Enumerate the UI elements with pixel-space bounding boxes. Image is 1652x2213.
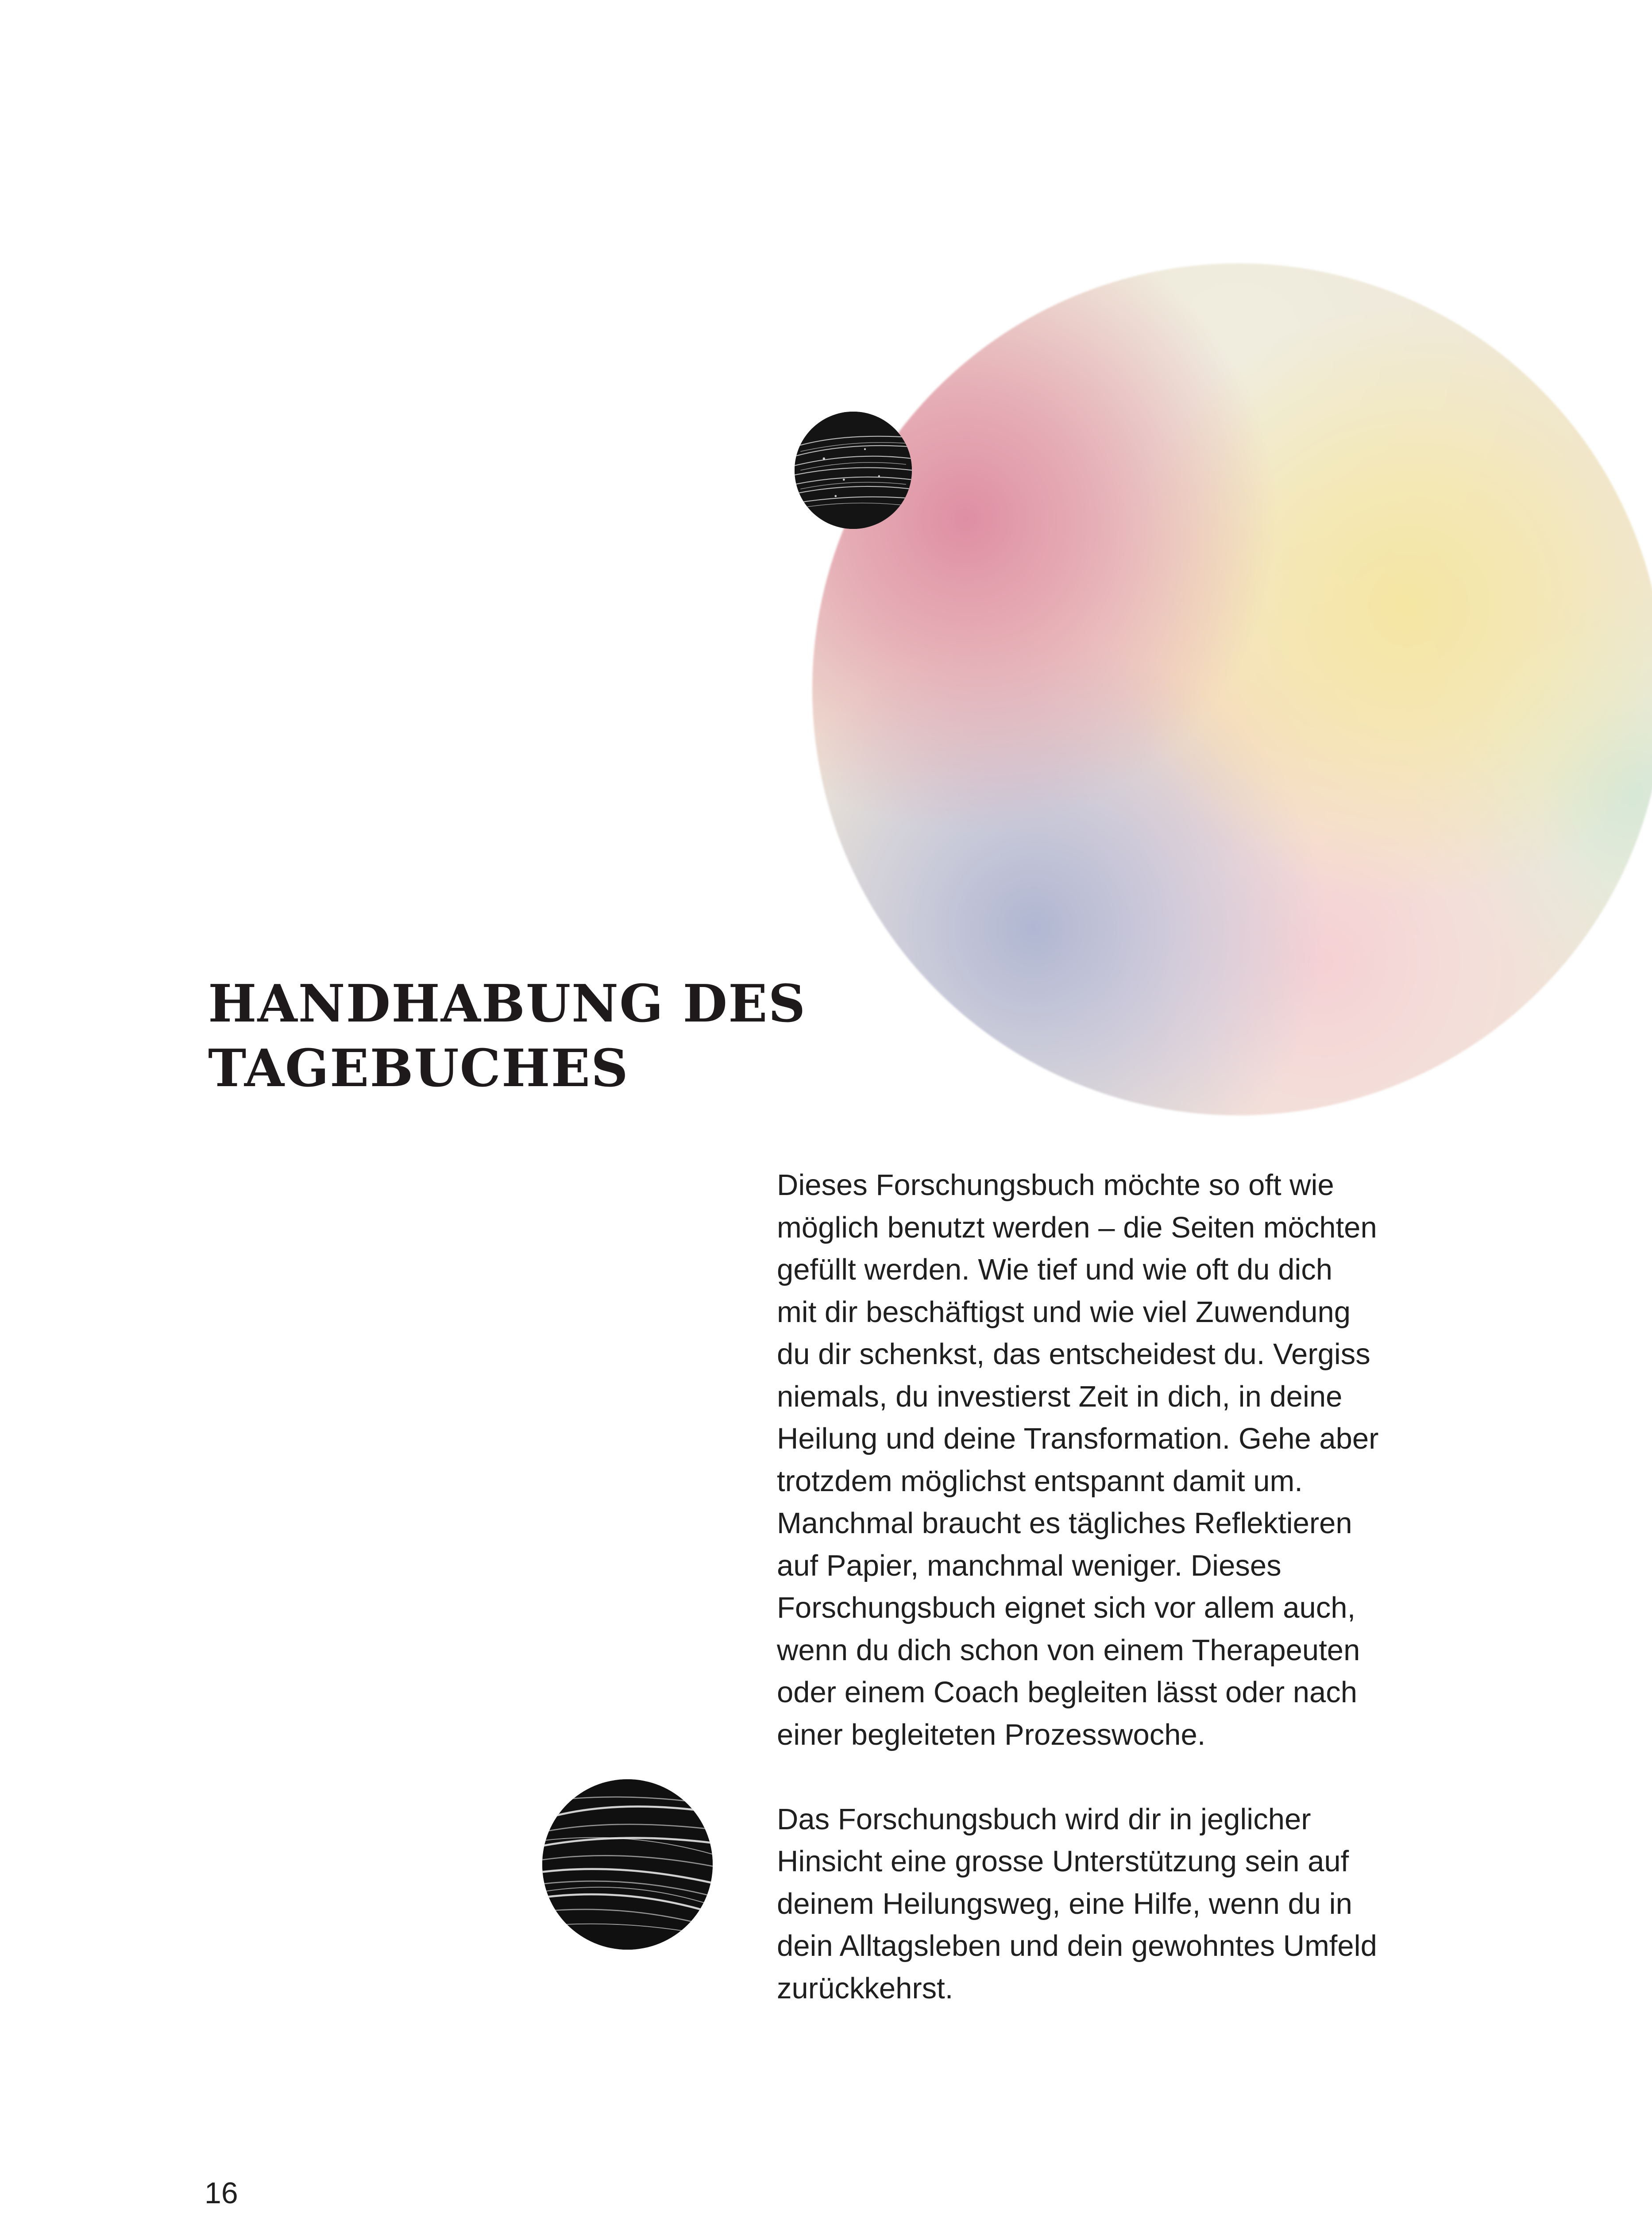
text-line: möglich benutzt werden – die Seiten möchten <box>777 1211 1377 1244</box>
text-line: Heilung und deine Transformation. Gehe aber <box>777 1422 1379 1455</box>
text-line: Manchmal braucht es tägliches Reflektieren <box>777 1507 1352 1540</box>
page-number: 16 <box>205 2176 238 2210</box>
text-line: einer begleiteten Prozesswoche. <box>777 1718 1206 1751</box>
text-line: trotzdem möglichst entspannt damit um. <box>777 1464 1303 1498</box>
page-heading <box>208 972 828 1101</box>
text-line: deinem Heilungsweg, eine Hilfe, wenn du in <box>777 1887 1352 1920</box>
text-line: auf Papier, manchmal weniger. Dieses <box>777 1549 1281 1582</box>
light-streaks-texture <box>795 412 912 529</box>
paragraph-spacer <box>777 1756 1467 1798</box>
text-line: Forschungsbuch eignet sich vor allem auch, <box>777 1591 1356 1624</box>
heading-line: HANDHABUNG DES <box>208 974 807 1034</box>
text-line: wenn du dich schon von einem Therapeuten <box>777 1633 1360 1667</box>
text-line: oder einem Coach begleiten lässt oder nach <box>777 1676 1358 1709</box>
pastel-gradient-orb <box>812 263 1652 1115</box>
text-line: dein Alltagsleben und dein gewohntes Umfeld <box>777 1929 1377 1962</box>
paragraph-1 <box>777 1164 1467 1756</box>
text-line: gefüllt werden. Wie tief und wie oft du dich <box>777 1253 1333 1286</box>
text-line: zurückkehrst. <box>777 1971 953 2005</box>
text-line: mit dir beschäftigst und wie viel Zuwendung <box>777 1295 1351 1329</box>
text-line: du dir schenkst, das entscheidest du. Vergiss <box>777 1338 1370 1371</box>
text-line: Das Forschungsbuch wird dir in jeglicher <box>777 1802 1311 1836</box>
heading-line: TAGEBUCHES <box>208 1038 629 1099</box>
dark-texture-circle-small <box>795 412 912 529</box>
light-streaks-texture <box>542 1779 713 1950</box>
dark-texture-circle-large <box>542 1779 713 1950</box>
text-line: Dieses Forschungsbuch möchte so oft wie <box>777 1168 1334 1202</box>
text-line: niemals, du investierst Zeit in dich, in deine <box>777 1380 1343 1413</box>
paragraph-2 <box>777 1798 1467 2010</box>
text-line: Hinsicht eine grosse Unterstützung sein auf <box>777 1845 1349 1878</box>
body-text <box>777 1164 1467 2009</box>
